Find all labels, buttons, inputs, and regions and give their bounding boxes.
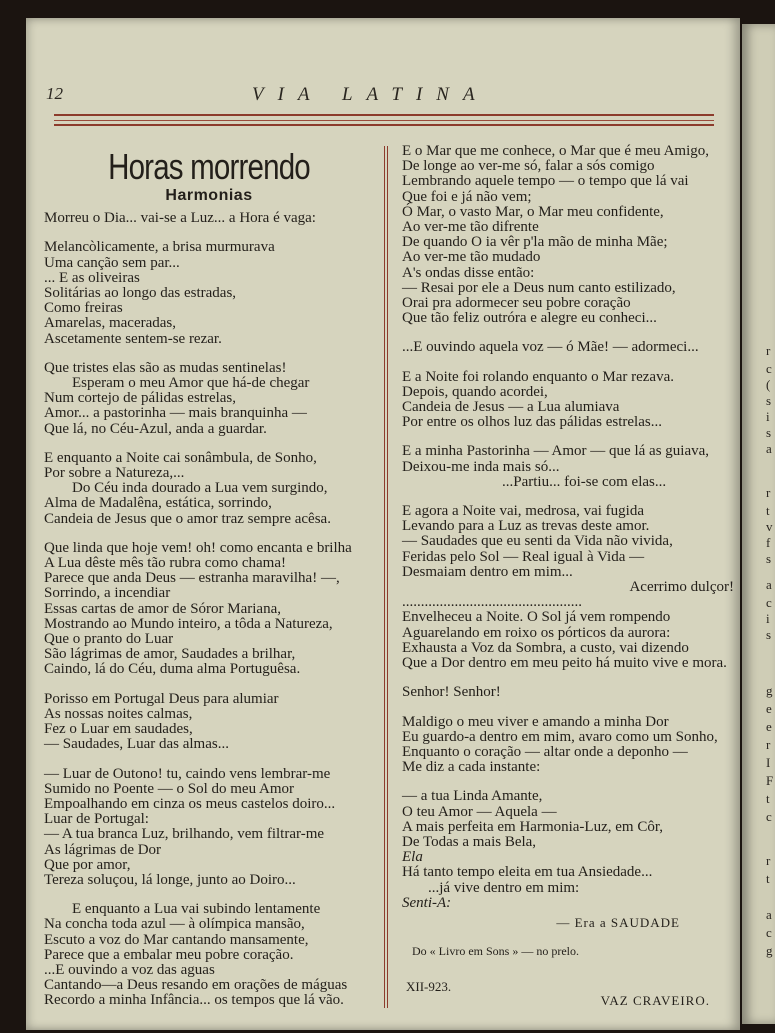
header-rule-thin	[54, 120, 714, 121]
verse-line: Ao ver-me tão difrente	[402, 219, 539, 236]
verse-line: Parece que anda Deus — estranha maravilha! —,	[44, 570, 340, 587]
verse-line: Que linda que hoje vem! oh! como encanta e brilha	[44, 539, 352, 556]
verse-line: A Lua dêste mês tão rubra como chama!	[44, 555, 286, 572]
verse-line: Morreu o Dia... vai-se a Luz... a Hora é vaga:	[44, 210, 316, 227]
journal-title: VIA LATINA	[252, 84, 489, 105]
verse-line: Parece que a embalar meu pobre coração.	[44, 946, 294, 963]
verse-line: Que tão feliz outróra e alegre eu conheci...	[402, 310, 657, 327]
verse-line: A mais perfeita em Harmonia-Luz, em Côr,	[402, 818, 663, 835]
closing-line: — Era a SAUDADE	[556, 914, 680, 930]
stanza	[44, 692, 374, 753]
facing-page-fragment: g	[766, 943, 773, 958]
verse-line: Na concha toda azul — à olímpica mansão,	[44, 916, 305, 933]
poem-title: Horas morrendo	[108, 146, 310, 187]
stanza	[44, 767, 374, 889]
facing-page-fragment: c	[766, 925, 772, 940]
verse-line: Cantando—a Deus resando em orações de máguas	[44, 977, 348, 994]
stanza	[44, 541, 374, 678]
verse-line: As nossas noites calmas,	[44, 705, 193, 722]
verse-line: Que tristes elas são as mudas sentinelas!	[44, 359, 287, 376]
left-column	[44, 144, 374, 1023]
verse-line: Luar de Portugal:	[44, 811, 149, 828]
verse-line: Porisso em Portugal Deus para alumiar	[44, 690, 279, 707]
facing-page-fragment: s	[766, 393, 772, 408]
verse-line: Senhor! Senhor!	[402, 684, 501, 701]
facing-page-fragment: s	[766, 551, 772, 566]
column-divider	[384, 146, 388, 1008]
verse-line: Ela	[402, 849, 423, 866]
verse-line: ...E ouvindo aquela voz — ó Mãe! — adormeci...	[402, 339, 699, 356]
verse-line: — Saudades, Luar das almas...	[44, 736, 229, 753]
verse-line: Sumido no Poente — o Sol do meu Amor	[44, 780, 295, 797]
facing-page-fragment: r	[766, 485, 771, 500]
stanza	[44, 451, 374, 527]
facing-page-fragment: v	[766, 519, 773, 534]
verse-line: O teu Amor — Aquela —	[402, 803, 557, 820]
stanza	[402, 370, 738, 431]
right-column	[402, 144, 738, 1008]
verse-line: Eu guardo-a dentro em mim, avaro como um Sonho,	[402, 728, 718, 745]
facing-page-fragment: t	[766, 791, 770, 806]
stanza	[44, 902, 374, 1008]
verse-line: E o Mar que me conhece, o Mar que é meu Amigo,	[402, 143, 709, 159]
page-header	[26, 84, 740, 106]
stanza	[44, 211, 374, 226]
verse-line: Solitárias ao longo das estradas,	[44, 285, 237, 302]
verse-line: Aguarelando em roixo os pórticos da aurora:	[402, 624, 671, 641]
verse-line: Amarelas, maceradas,	[44, 315, 177, 332]
verse-line: Ascetamente sentem-se rezar.	[44, 330, 222, 347]
stanza	[402, 340, 738, 355]
dotted-separator: ................................................	[402, 594, 582, 611]
verse-line: Por sobre a Natureza,...	[44, 465, 185, 482]
author-signature: VAZ CRAVEIRO.	[600, 992, 710, 1008]
verse-line: Fez o Luar em saudades,	[44, 721, 193, 738]
verse-line: — A tua branca Luz, brilhando, vem filtrar-me	[44, 826, 325, 843]
verse-line: Candeia de Jesus que o amor traz sempre acêsa.	[44, 510, 331, 527]
verse-line: Uma canção sem par...	[44, 254, 180, 271]
facing-page-fragment: a	[766, 577, 772, 592]
verse-line: Ó Mar, o vasto Mar, o Mar meu confidente,	[402, 203, 664, 220]
verse-line: Candeia de Jesus — a Lua alumiava	[402, 399, 620, 416]
header-rule	[54, 114, 714, 116]
facing-page-fragment: r	[766, 853, 771, 868]
verse-line: E agora a Noite vai, medrosa, vai fugida	[402, 503, 644, 520]
verse-line: A's ondas disse então:	[402, 264, 535, 281]
verse-line: ...Partiu... foi-se com elas...	[502, 473, 667, 490]
verse-line: De Todas a mais Bela,	[402, 833, 537, 850]
verse-line: Enquanto o coração — altar onde a deponho —	[402, 743, 688, 760]
stanza	[402, 715, 738, 776]
verse-line: Envelheceu a Noite. O Sol já vem rompendo	[402, 609, 671, 626]
verse-line: E enquanto a Noite cai sonâmbula, de Sonho,	[44, 449, 317, 466]
verse-line: Orai pra adormecer seu pobre coração	[402, 295, 631, 312]
verse-line: Empoalhando em cinza os meus castelos doiro...	[44, 795, 336, 812]
facing-page-fragment: f	[766, 535, 771, 550]
verse-line: De longe ao ver-me só, falar a sós comigo	[402, 158, 655, 175]
facing-page-fragment: I	[766, 755, 771, 770]
verse-line: Mostrando ao Mundo inteiro, a tôda a Natureza,	[44, 615, 333, 632]
verse-line: Essas cartas de amor de Sóror Mariana,	[44, 600, 281, 617]
facing-page-fragment: a	[766, 907, 772, 922]
stanza	[44, 361, 374, 437]
verse-line: Tereza soluçou, lá longe, junto ao Doiro...	[44, 871, 296, 888]
verse-line: E a Noite foi rolando enquanto o Mar rezava.	[402, 368, 674, 385]
facing-page-fragment: (	[766, 377, 771, 392]
verse-line: Que lá, no Céu-Azul, anda a guardar.	[44, 420, 267, 437]
verse-line: Esperam o meu Amor que há-de chegar	[72, 375, 310, 392]
stanza	[402, 144, 738, 326]
facing-page-fragment: t	[766, 503, 770, 518]
facing-page-fragment: i	[766, 409, 770, 424]
facing-page-fragment: c	[766, 595, 772, 610]
verse-line: Num cortejo de pálidas estrelas,	[44, 390, 237, 407]
stanza	[44, 240, 374, 346]
verse-line: Alma de Madalêna, estática, sorrindo,	[44, 495, 272, 512]
facing-page-fragment: s	[766, 627, 772, 642]
verse-line: Recordo a minha Infância... os tempos que lá vão.	[44, 992, 344, 1009]
verse-line: Há tanto tempo eleita em tua Ansiedade...	[402, 864, 653, 881]
verse-line: Depois, quando acordei,	[402, 383, 548, 400]
facing-page-fragment: s	[766, 425, 772, 440]
facing-page-fragment: e	[766, 719, 772, 734]
verse-line: Por entre os olhos luz das pálidas estrelas...	[402, 414, 662, 431]
facing-page-edge	[742, 24, 775, 1024]
verse-line: Lembrando aquele tempo — o tempo que lá vai	[402, 173, 689, 190]
verse-line: E a minha Pastorinha — Amor — que lá as guiava,	[402, 443, 710, 460]
magazine-page	[26, 18, 740, 1030]
stanza	[402, 444, 738, 490]
verse-line: ...E ouvindo a voz das aguas	[44, 961, 215, 978]
verse-line: Que por amor,	[44, 856, 131, 873]
verse-line: Deixou-me inda mais só...	[402, 458, 560, 475]
verse-line: ... E as oliveiras	[44, 269, 140, 286]
verse-line: ...já vive dentro em mim:	[428, 879, 580, 896]
verse-line: Que o pranto do Luar	[44, 631, 174, 648]
date: XII-923.	[406, 979, 452, 995]
header-rule	[54, 124, 714, 126]
verse-line: Desmaiam dentro em mim...	[402, 563, 573, 580]
verse-line: Senti-A:	[402, 894, 452, 911]
verse-line: Que a Dor dentro em meu peito há muito vive e mora.	[402, 655, 727, 672]
page-number: 12	[46, 84, 63, 103]
verse-line: Maldigo o meu viver e amando a minha Dor	[402, 713, 669, 730]
verse-line: — a tua Linda Amante,	[402, 788, 543, 805]
verse-line: Me diz a cada instante:	[402, 759, 541, 776]
verse-line: Como freiras	[44, 300, 123, 317]
verse-line: As lágrimas de Dor	[44, 841, 162, 858]
facing-page-fragment: c	[766, 361, 772, 376]
footnote: Do « Livro em Sons » — no prelo.	[412, 944, 579, 959]
verse-line: — Saudades que eu senti da Vida não vivida,	[402, 533, 673, 550]
verse-line: Escuto a voz do Mar cantando mansamente,	[44, 931, 309, 948]
verse-line: Caindo, lá do Céu, duma alma Portuguêsa.	[44, 661, 301, 678]
verse-line: Que foi e já não vem;	[402, 188, 532, 205]
poem-subtitle: Harmonias	[165, 187, 253, 204]
facing-page-fragment: a	[766, 441, 772, 456]
facing-page-fragment: F	[766, 773, 774, 788]
verse-line: Acerrimo dulçor!	[629, 579, 734, 596]
stanza	[402, 504, 738, 671]
verse-line: Ao ver-me tão mudado	[402, 249, 541, 266]
verse-line: — Resai por ele a Deus num canto estilizado,	[402, 279, 676, 296]
facing-page-fragment: r	[766, 343, 771, 358]
stanza	[402, 789, 738, 911]
verse-line: De quando O ia vêr p'la mão de minha Mãe;	[402, 234, 668, 251]
stanza	[402, 685, 738, 700]
verse-line: Feridas pelo Sol — Real igual à Vida —	[402, 548, 645, 565]
facing-page-fragment: g	[766, 683, 773, 698]
verse-line: E enquanto a Lua vai subindo lentamente	[72, 901, 321, 918]
facing-page-fragment: e	[766, 701, 772, 716]
verse-line: Amor... a pastorinha — mais branquinha —	[44, 405, 307, 422]
verse-line: Sorrindo, a incendiar	[44, 585, 171, 602]
verse-line: Exhausta a Voz da Sombra, a custo, vai dizendo	[402, 639, 689, 656]
facing-page-fragment: i	[766, 611, 770, 626]
facing-page-fragment: c	[766, 809, 772, 824]
verse-line: Melancòlicamente, a brisa murmurava	[44, 239, 275, 256]
verse-line: Levando para a Luz as trevas deste amor.	[402, 518, 650, 535]
verse-line: São lágrimas de amor, Saudades a brilhar,	[44, 646, 296, 663]
verse-line: — Luar de Outono! tu, caindo vens lembrar-me	[44, 765, 331, 782]
facing-page-fragment: t	[766, 871, 770, 886]
verse-line: Do Céu inda dourado a Lua vem surgindo,	[72, 480, 328, 497]
facing-page-fragment: r	[766, 737, 771, 752]
